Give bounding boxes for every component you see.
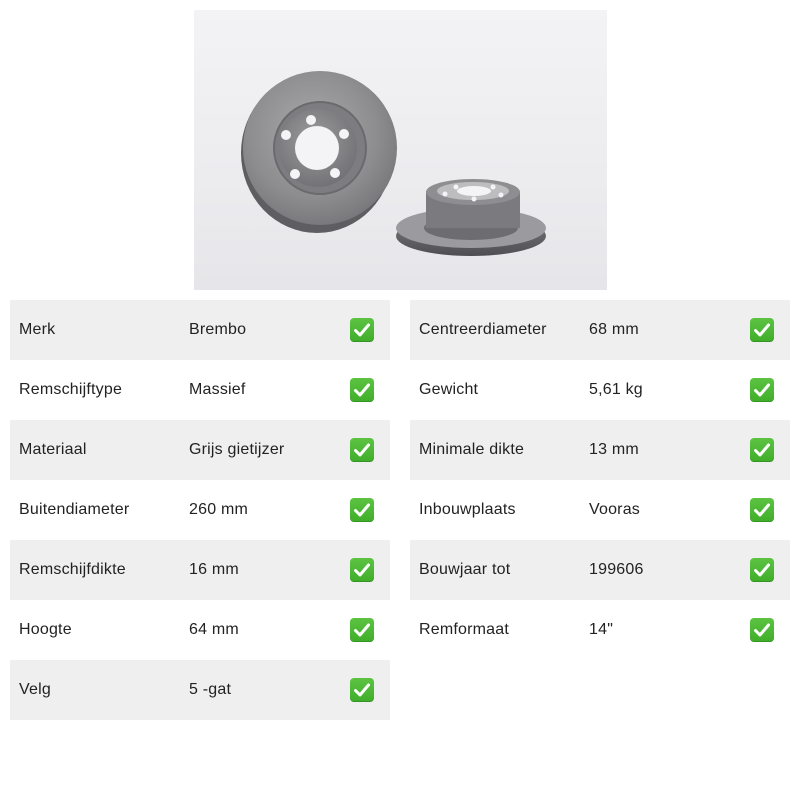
spec-value: 5,61 kg: [589, 381, 643, 398]
check-mark-icon: [750, 498, 774, 522]
spec-row-remschijftype: [10, 360, 390, 420]
check-mark-icon: [750, 438, 774, 462]
spec-label: Bouwjaar tot: [419, 561, 511, 578]
check-mark-icon: [350, 438, 374, 462]
spec-label: Hoogte: [19, 621, 72, 638]
product-image: [194, 10, 607, 290]
spec-value: Vooras: [589, 501, 641, 518]
spec-row-remschijfdikte: [10, 540, 390, 600]
spec-label: Centreerdiameter: [419, 321, 547, 338]
brake-disc-image: [194, 10, 607, 290]
check-mark-icon: [750, 618, 774, 642]
spec-label: Remformaat: [419, 621, 510, 638]
check-mark-icon: [350, 678, 374, 702]
spec-row-velg: [10, 660, 390, 720]
check-mark-icon: [350, 498, 374, 522]
check-mark-icon: [350, 558, 374, 582]
spec-row-remformaat: [410, 600, 790, 660]
spec-table-right: [410, 300, 790, 660]
check-mark-icon: [750, 558, 774, 582]
spec-label: Gewicht: [419, 381, 479, 398]
spec-row-gewicht: [410, 360, 790, 420]
spec-value: 16 mm: [189, 561, 239, 578]
spec-label: Velg: [19, 681, 51, 698]
check-mark-icon: [350, 618, 374, 642]
spec-value: 13 mm: [589, 441, 639, 458]
spec-label: Inbouwplaats: [419, 501, 516, 518]
spec-row-minimale-dikte: [410, 420, 790, 480]
check-mark-icon: [750, 318, 774, 342]
spec-label: Minimale dikte: [419, 441, 525, 458]
spec-label: Materiaal: [19, 441, 87, 458]
spec-value: 199606: [589, 561, 644, 578]
spec-label: Buitendiameter: [19, 501, 130, 518]
spec-value: Brembo: [189, 321, 247, 338]
check-mark-icon: [350, 378, 374, 402]
spec-value: 5 -gat: [189, 681, 232, 698]
spec-row-materiaal: [10, 420, 390, 480]
spec-label: Merk: [19, 321, 56, 338]
spec-row-centreerdiameter: [410, 300, 790, 360]
spec-row-buitendiameter: [10, 480, 390, 540]
check-mark-icon: [750, 378, 774, 402]
spec-table-left: [10, 300, 390, 720]
spec-value: 14": [589, 621, 614, 638]
check-mark-icon: [350, 318, 374, 342]
spec-value: 68 mm: [589, 321, 639, 338]
spec-value: 64 mm: [189, 621, 239, 638]
spec-value: Massief: [189, 381, 246, 398]
spec-row-merk: [10, 300, 390, 360]
spec-value: 260 mm: [189, 501, 248, 518]
spec-row-hoogte: [10, 600, 390, 660]
spec-value: Grijs gietijzer: [189, 441, 285, 458]
spec-label: Remschijfdikte: [19, 561, 126, 578]
spec-row-bouwjaar-tot: [410, 540, 790, 600]
spec-row-inbouwplaats: [410, 480, 790, 540]
spec-label: Remschijftype: [19, 381, 123, 398]
